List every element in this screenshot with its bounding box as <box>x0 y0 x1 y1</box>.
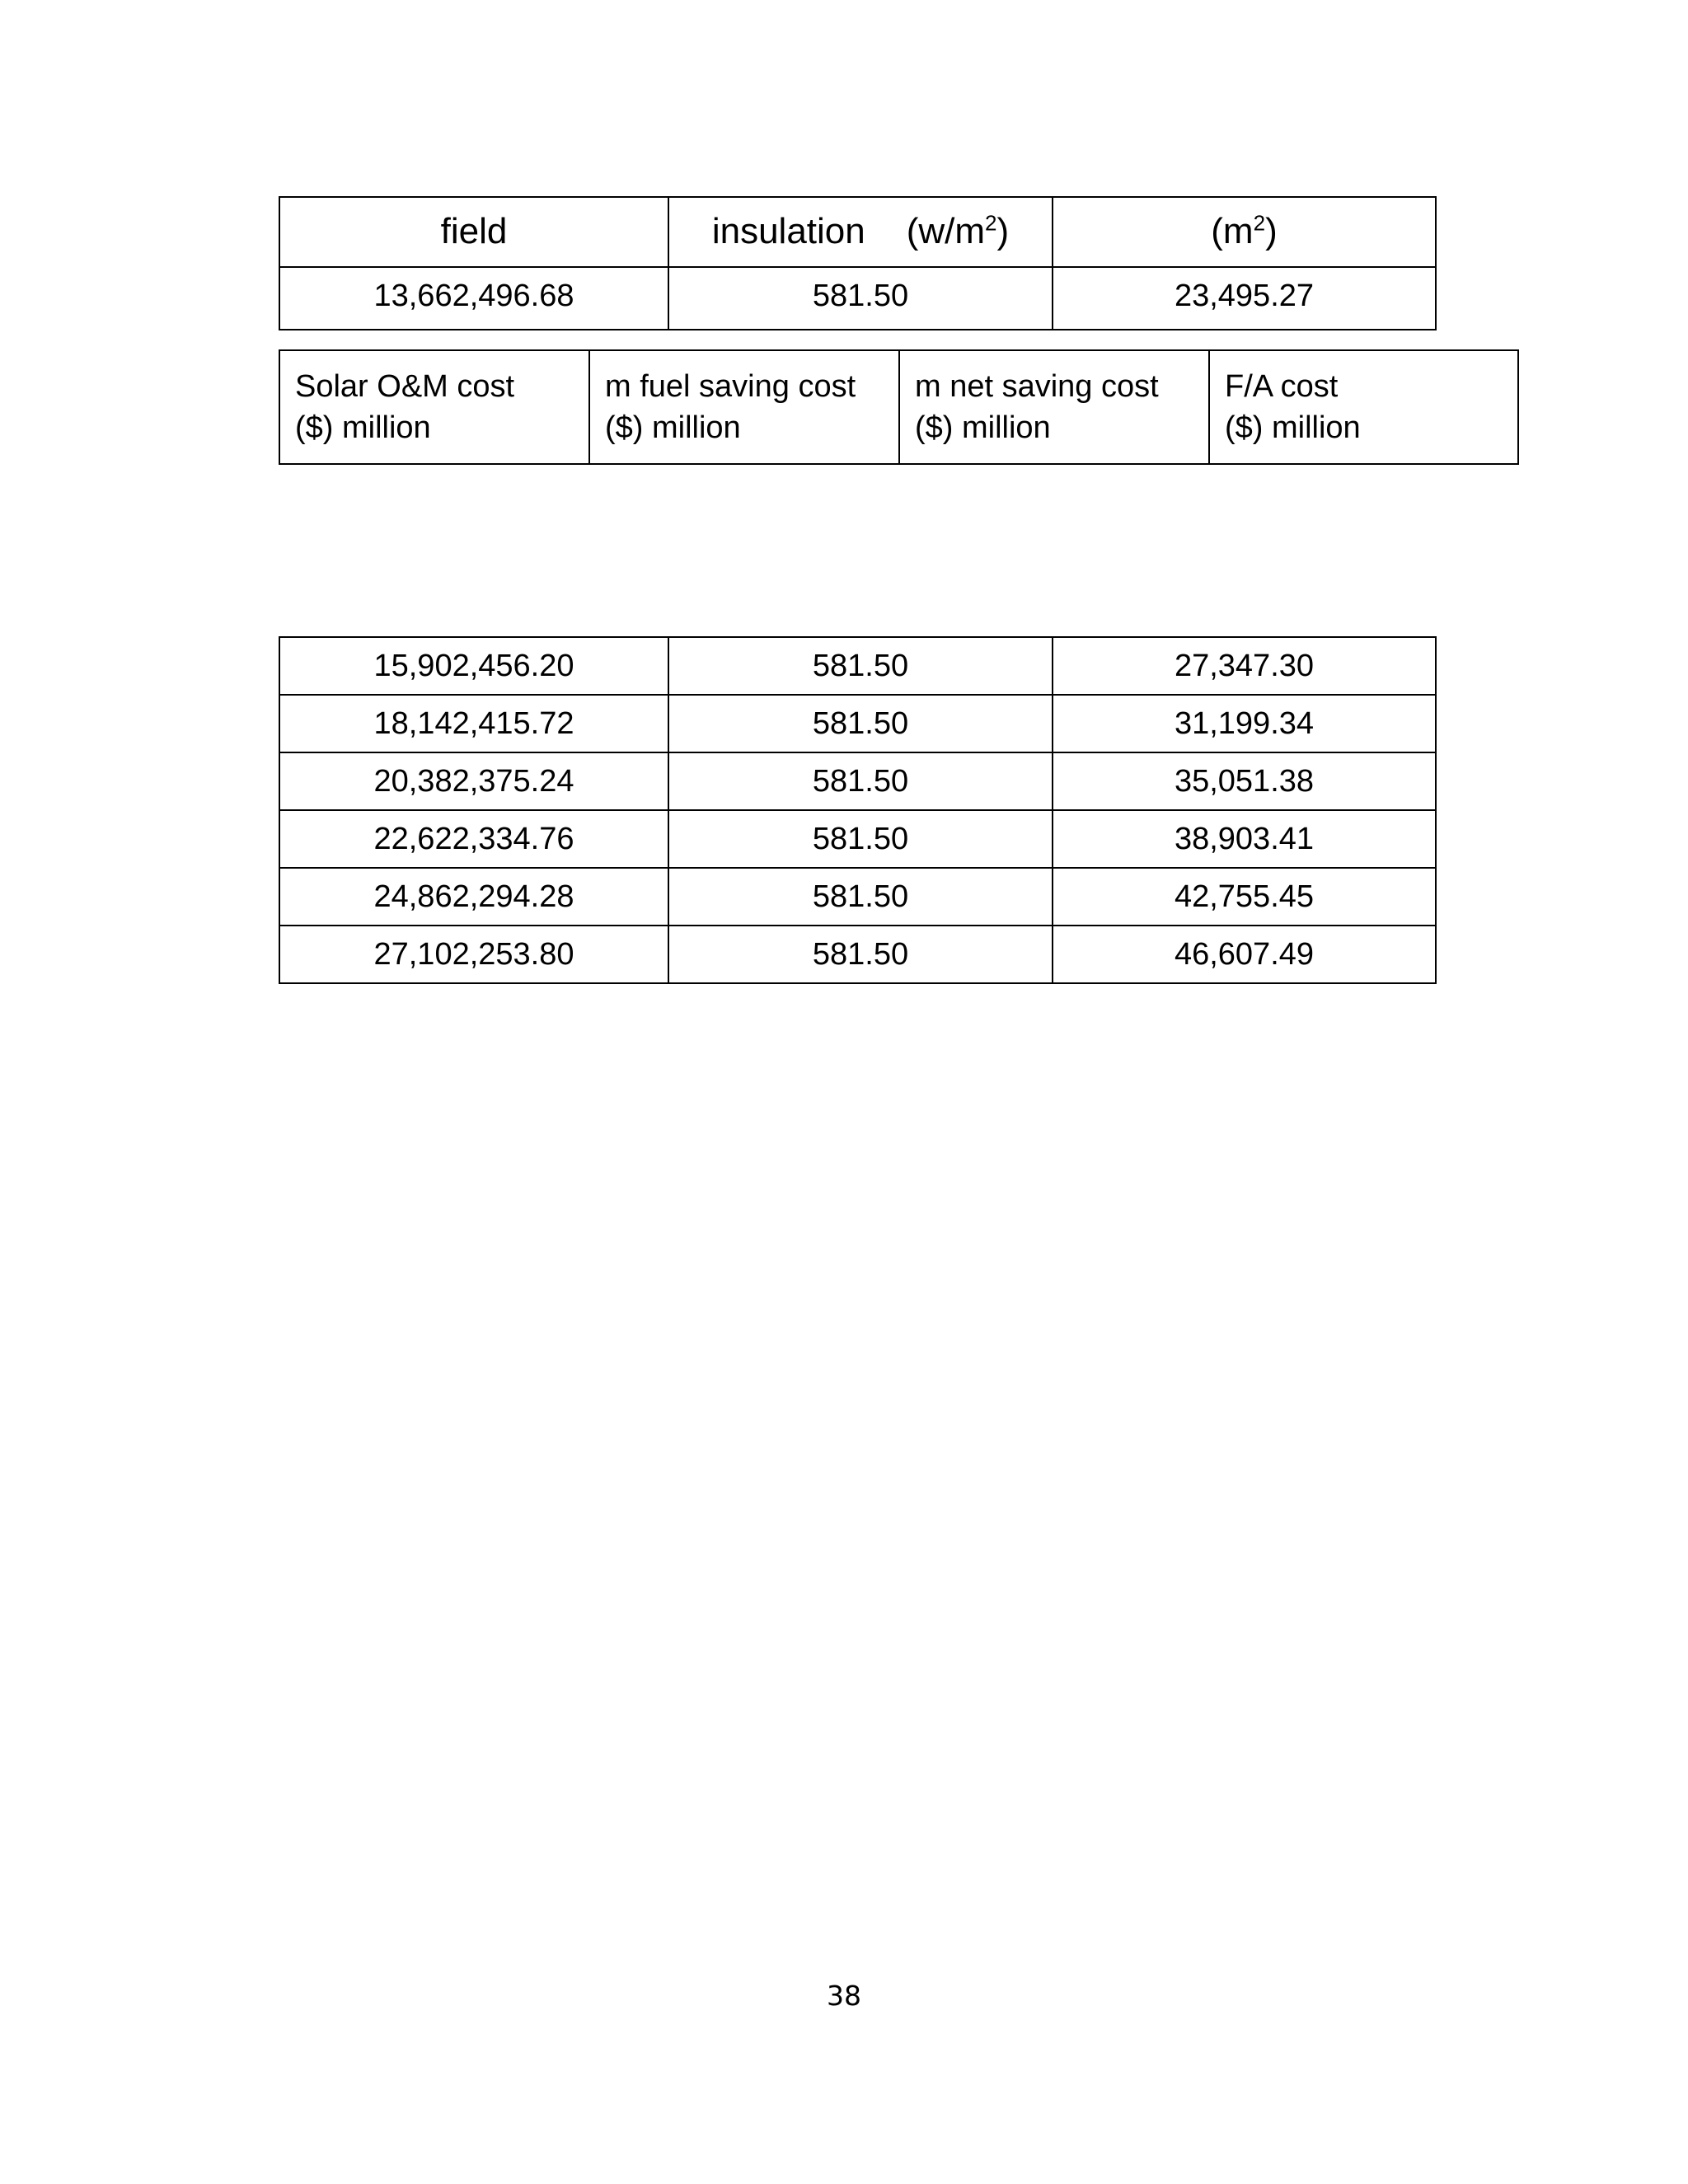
header-cell-fa-cost <box>1209 350 1518 464</box>
header-unit: ($) million <box>1225 410 1361 445</box>
table-cell: 20,382,375.24 <box>279 752 668 810</box>
cost-header-table <box>279 349 1519 465</box>
table-cell: 581.50 <box>668 695 1053 752</box>
header-cell-fuel-saving-cost <box>589 350 899 464</box>
header-unit-close: ) <box>996 210 1010 251</box>
header-unit-superscript: 2 <box>1253 209 1266 235</box>
table-header-row <box>279 350 1518 464</box>
header-label: insulation <box>711 210 865 251</box>
table-cell: 31,199.34 <box>1053 695 1436 752</box>
table-cell: 22,622,334.76 <box>279 810 668 868</box>
header-cell-net-saving-cost <box>899 350 1209 464</box>
table-cell: 581.50 <box>668 267 1053 330</box>
table-row <box>279 695 1436 752</box>
table-cell: 581.50 <box>668 810 1053 868</box>
header-label: field <box>440 210 508 251</box>
header-unit: ($) million <box>605 410 741 445</box>
header-unit: (w/m <box>906 210 986 251</box>
header-cell-insulation <box>668 197 1053 267</box>
table-cell: 27,102,253.80 <box>279 926 668 983</box>
table-row <box>279 267 1436 330</box>
page-number: 38 <box>827 1980 861 2012</box>
header-unit-superscript: 2 <box>985 209 997 235</box>
table-header-row <box>279 197 1436 267</box>
table-cell: 42,755.45 <box>1053 868 1436 926</box>
table-cell: 35,051.38 <box>1053 752 1436 810</box>
header-cell-area <box>1053 197 1436 267</box>
header-unit-close: ) <box>1265 210 1278 251</box>
table-cell: 27,347.30 <box>1053 637 1436 695</box>
header-unit: ($) million <box>295 410 431 445</box>
header-label: F/A cost <box>1225 369 1339 404</box>
table-cell: 46,607.49 <box>1053 926 1436 983</box>
header-unit: (m <box>1211 210 1254 251</box>
table-row <box>279 810 1436 868</box>
table-cell: 15,902,456.20 <box>279 637 668 695</box>
header-label: m fuel saving cost <box>605 369 856 404</box>
table-cell: 38,903.41 <box>1053 810 1436 868</box>
table-cell: 581.50 <box>668 637 1053 695</box>
table-cell: 23,495.27 <box>1053 267 1436 330</box>
header-label: m net saving cost <box>915 369 1159 404</box>
table-row <box>279 926 1436 983</box>
table-cell: 13,662,496.68 <box>279 267 668 330</box>
table-row <box>279 752 1436 810</box>
header-cell-field <box>279 197 668 267</box>
table-row <box>279 868 1436 926</box>
table-cell: 581.50 <box>668 926 1053 983</box>
table-cell: 18,142,415.72 <box>279 695 668 752</box>
header-label: Solar O&M cost <box>295 369 515 404</box>
table-cell: 581.50 <box>668 868 1053 926</box>
table-cell: 24,862,294.28 <box>279 868 668 926</box>
field-insulation-table <box>279 196 1437 330</box>
table-cell: 581.50 <box>668 752 1053 810</box>
table-row <box>279 637 1436 695</box>
header-unit: ($) million <box>915 410 1051 445</box>
field-insulation-data-table <box>279 636 1437 984</box>
header-cell-solar-om-cost <box>279 350 589 464</box>
